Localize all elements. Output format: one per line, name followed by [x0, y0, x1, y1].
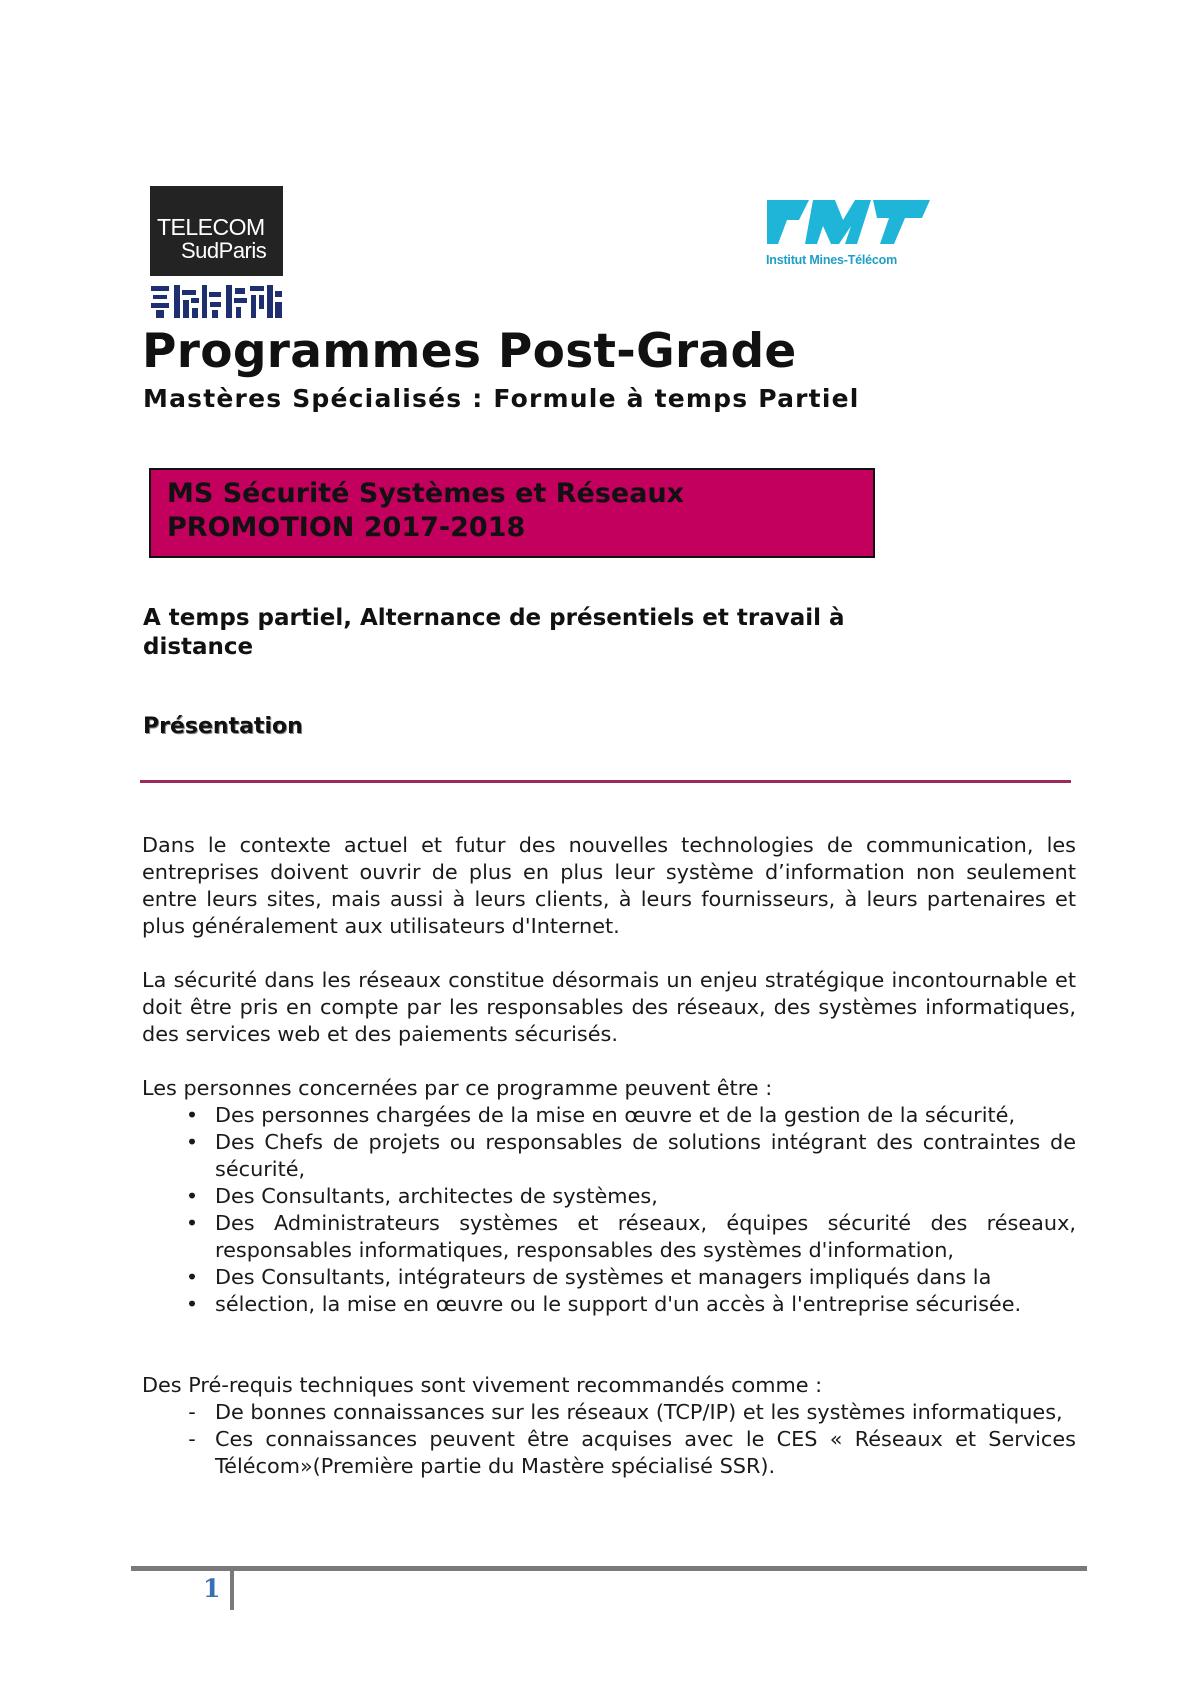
list-item: • Des personnes chargées de la mise en œuvre et de la gestion de la sécurité,: [142, 1102, 1076, 1129]
paragraph-text: Les personnes concernées par ce programme peuvent être :: [142, 1076, 773, 1100]
imt-logo: [765, 198, 935, 268]
bullet-icon: •: [185, 1130, 199, 1154]
audience-list: [142, 1102, 1076, 1318]
list-item: • Des Chefs de projets ou responsables de solutions intégrant des contraintes de sécurité,: [142, 1129, 1076, 1183]
list-item: • Des Consultants, intégrateurs de systèmes et managers impliqués dans la: [142, 1264, 1076, 1291]
telecom-glyph-strip-icon: [150, 282, 283, 319]
paragraph-text: Des Pré-requis techniques sont vivement recommandés comme :: [142, 1373, 823, 1397]
paragraph-text: Dans le contexte actuel et futur des nouvelles technologies de communication, les entreprises doivent ouvrir de plus en plus leur système d’information non seulement entre leurs sites, mais aussi à leurs clients, à leurs fournisseurs, à leurs partenaires et plus généralement aux utilisateurs d'Internet.: [142, 833, 1076, 938]
footer-tick: [230, 1566, 234, 1610]
page-subtitle: Mastères Spécialisés : Formule à temps Partiel: [143, 384, 860, 413]
program-format: A temps partiel, Alternance de présentiels et travail à distance: [143, 605, 845, 660]
section-divider: [140, 780, 1071, 783]
list-item: • Des Administrateurs systèmes et réseaux, équipes sécurité des réseaux, responsables informatiques, responsables des systèmes d'information,: [142, 1210, 1076, 1264]
paragraph-security: [142, 967, 1076, 1048]
promotion-program: MS Sécurité Systèmes et Réseaux: [167, 478, 685, 509]
section-title: Présentation: [143, 714, 303, 739]
page-number: 1: [203, 1574, 221, 1603]
imt-logo-mark-icon: [765, 198, 935, 250]
bullet-icon: •: [185, 1292, 199, 1316]
bullet-icon: •: [185, 1103, 199, 1127]
dash-icon: -: [188, 1427, 196, 1451]
bullet-icon: •: [185, 1184, 199, 1208]
page-title: Programmes Post-Grade: [142, 324, 797, 379]
bullet-icon: •: [185, 1265, 199, 1289]
telecom-sudparis-logo: [150, 186, 283, 319]
list-item: • sélection, la mise en œuvre ou le support d'un accès à l'entreprise sécurisée.: [142, 1291, 1076, 1318]
list-item: - Ces connaissances peuvent être acquises avec le CES « Réseaux et Services Télécom»(Première partie du Mastère spécialisé SSR).: [142, 1426, 1076, 1480]
telecom-logo-line2: SudParis: [181, 238, 267, 263]
list-item: - De bonnes connaissances sur les réseaux (TCP/IP) et les systèmes informatiques,: [142, 1399, 1076, 1426]
bullet-icon: •: [185, 1211, 199, 1235]
paragraph-text: La sécurité dans les réseaux constitue désormais un enjeu stratégique incontournable et doit être pris en compte par les responsables des réseaux, des systèmes informatiques, des services web et des paiements sécurisés.: [142, 968, 1076, 1046]
footer-divider: [131, 1566, 1087, 1571]
paragraph-prereq-intro: [142, 1372, 1076, 1399]
list-item: • Des Consultants, architectes de systèmes,: [142, 1183, 1076, 1210]
telecom-logo-box: [150, 186, 283, 276]
dash-icon: -: [188, 1400, 196, 1424]
promotion-box: [149, 468, 875, 558]
promotion-year: PROMOTION 2017-2018: [167, 512, 526, 543]
paragraph-audience-intro: [142, 1075, 1076, 1102]
imt-caption: Institut Mines-Télécom: [766, 253, 898, 267]
paragraph-context: [142, 832, 1076, 940]
prerequisites-list: [142, 1399, 1076, 1480]
telecom-logo-line1: TELECOM: [157, 214, 265, 240]
